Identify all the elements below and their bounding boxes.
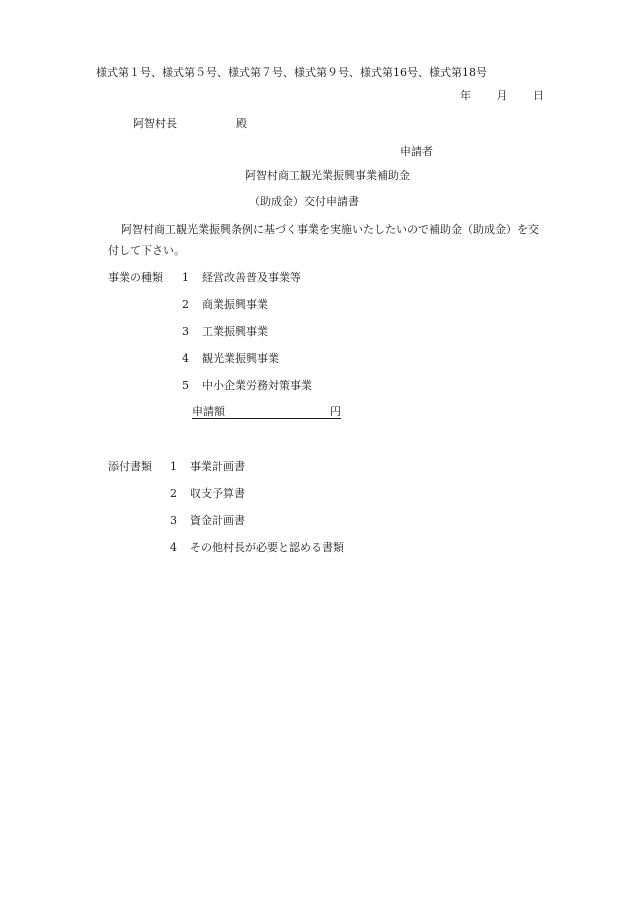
document-title-line2: （助成金）交付申請書 <box>249 195 359 208</box>
attachments-label: 添付書類 <box>108 460 152 473</box>
date-line <box>460 90 544 101</box>
business-type-item <box>182 326 268 337</box>
item-number: 4 <box>182 352 189 365</box>
item-text: 資金計画書 <box>190 514 245 527</box>
business-type-item <box>182 299 268 310</box>
item-text: 観光業振興事業 <box>202 352 279 365</box>
item-number: 2 <box>182 298 189 311</box>
item-text: 工業振興事業 <box>202 325 268 338</box>
amount-label: 申請額 <box>192 405 225 418</box>
business-types-label: 事業の種類 <box>108 271 163 284</box>
item-text: 経営改善普及事業等 <box>202 271 301 284</box>
attachment-item <box>170 461 245 472</box>
body-text-line1: 阿智村商工観光業振興条例に基づく事業を実施いたしたいので補助金（助成金）を交 <box>121 223 539 236</box>
business-type-item <box>182 380 312 391</box>
item-number: 3 <box>182 325 189 338</box>
item-number: 4 <box>170 541 177 554</box>
item-text: 収支予算書 <box>190 487 245 500</box>
addressee-honorific: 殿 <box>236 117 247 130</box>
form-number-header: 様式第１号、様式第５号、様式第７号、様式第９号、様式第16号、様式第18号 <box>96 66 487 79</box>
item-text: 事業計画書 <box>190 460 245 473</box>
date-day: 日 <box>533 89 544 102</box>
item-text: その他村長が必要と認める書類 <box>190 541 344 554</box>
business-type-item <box>182 353 279 364</box>
attachment-item <box>170 515 245 526</box>
application-amount <box>192 406 341 419</box>
item-number: 1 <box>170 460 177 473</box>
attachment-item <box>170 488 245 499</box>
item-number: 3 <box>170 514 177 527</box>
addressee-name: 阿智村長 <box>133 117 177 130</box>
applicant-label: 申請者 <box>400 145 433 158</box>
date-month: 月 <box>496 89 508 102</box>
item-text: 中小企業労務対策事業 <box>202 379 312 392</box>
item-number: 1 <box>182 271 189 284</box>
item-number: 5 <box>182 379 189 392</box>
item-number: 2 <box>170 487 177 500</box>
amount-unit: 円 <box>330 405 341 418</box>
business-type-item <box>182 272 301 283</box>
attachment-item <box>170 542 344 553</box>
item-text: 商業振興事業 <box>202 298 268 311</box>
document-title-line1: 阿智村商工観光業振興事業補助金 <box>245 169 410 182</box>
date-year: 年 <box>460 89 471 102</box>
body-text-line2: 付して下さい。 <box>108 244 185 257</box>
